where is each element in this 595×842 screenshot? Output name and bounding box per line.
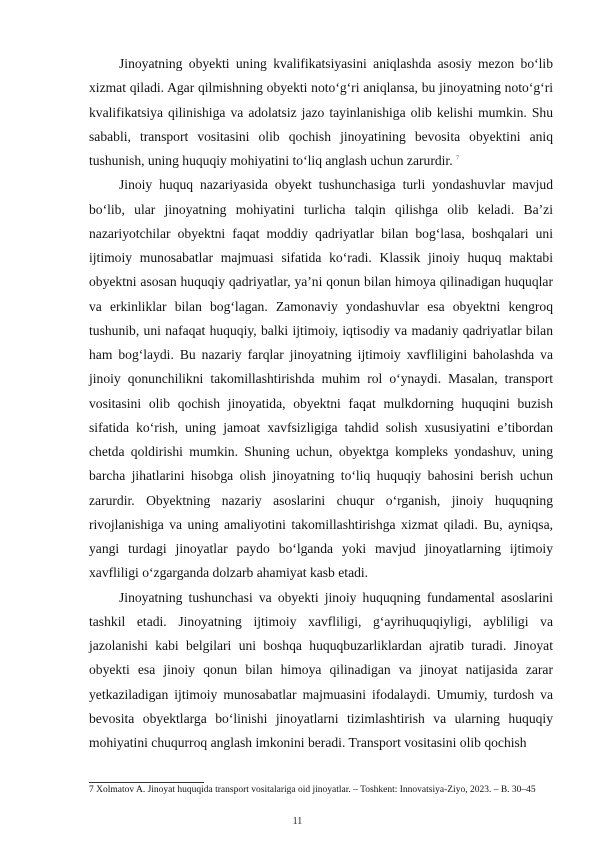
paragraph-2 — [89, 173, 553, 585]
footnote-divider — [89, 782, 204, 783]
paragraph-2-text: Jinoiy huquq nazariyasida obyekt tushunchasiga turli yondashuvlar mavjud bo‘lib, ular jinoyatning mohiyatini turlicha talqin qilishga olib keladi. Ba’zi nazariyotchilar obyektni faqat moddiy qadriyatlar bilan bog‘lasa, boshqalari uni ijtimoiy munosabatlar majmuasi sifatida ko‘radi. Klassik jinoiy huquq maktabi obyektni asosan huquqiy qadriyatlar, ya’ni qonun bilan himoya qilinadigan huquqlar va erkinliklar bilan bog‘lagan. Zamonaviy yondashuvlar esa obyektni kengroq tushunib, uni nafaqat huquqiy, balki ijtimoiy, iqtisodiy va madaniy qadriyatlar bilan ham bog‘laydi. Bu nazariy farqlar jinoyatning ijtimoiy xavfliligini baholashda va jinoiy qonunchilikni takomillashtirishda muhim rol o‘ynaydi. Masalan, transport vositasini olib qochish jinoyatida, obyektni faqat mulkdorning huquqini buzish sifatida ko‘rish, uning jamoat xavfsizligiga tahdid solish xususiyatini e’tibordan chetda qoldirishi mumkin. Shuning uchun, obyektga kompleks yondashuv, uning barcha jihatlarini hisobga olish jinoyatning to‘liq huquqiy bahosini berish uchun zarurdir. Obyektning nazariy asoslarini chuqur o‘rganish, jinoiy huquqning rivojlanishiga va uning amaliyotini takomillashtirishga xizmat qiladi. Bu, ayniqsa, yangi turdagi jinoyatlar paydo bo‘lganda yoki mavjud jinoyatlarning ijtimoiy xavfliligi o‘zgarganda dolzarb ahamiyat kasb etadi. — [89, 177, 553, 581]
paragraph-1-text: Jinoyatning obyekti uning kvalifikatsiyasini aniqlashda asosiy mezon bo‘lib xizmat qiladi. Agar qilmishning obyekti noto‘g‘ri aniqlansa, bu jinoyatning noto‘g‘ri kvalifikatsiya qilinishiga va adolatsiz jazo tayinlanishiga olib kelishi mumkin. Shu sababli, transport vositasini olib qochish jinoyatining bevosita obyektini aniq tushunish, uning huquqiy mohiyatini to‘liq anglash uchun zarurdir. — [89, 56, 553, 168]
paragraph-1 — [89, 52, 553, 173]
paragraph-3-text: Jinoyatning tushunchasi va obyekti jinoiy huquqning fundamental asoslarini tashkil etadi. Jinoyatning ijtimoiy xavfliligi, g‘ayrihuquqiyligi, aybliligi va jazolanishi kabi belgilari uni boshqa huquqbuzarliklardan ajratib turadi. Jinoyat obyekti esa jinoiy qonun bilan himoya qilinadigan va jinoyat natijasida zarar yetkaziladigan ijtimoiy munosabatlar majmuasini ifodalaydi. Umumiy, turdosh va bevosita obyektlarga bo‘linishi jinoyatlarni tizimlashtirish va ularning huquqiy mohiyatini chuqurroq anglash imkonini beradi. Transport vositasini olib qochish — [89, 589, 553, 750]
body-text — [89, 52, 553, 755]
paragraph-3 — [89, 586, 553, 756]
footnote: 7 Xolmatov A. Jinoyat huquqida transport vositalariga oid jinoyatlar. – Toshkent: Innovatsiya-Ziyo, 2023. – B. 30–45 — [89, 785, 536, 795]
page-number: 11 — [292, 816, 303, 827]
footnote-reference[interactable]: 7 — [456, 155, 459, 162]
